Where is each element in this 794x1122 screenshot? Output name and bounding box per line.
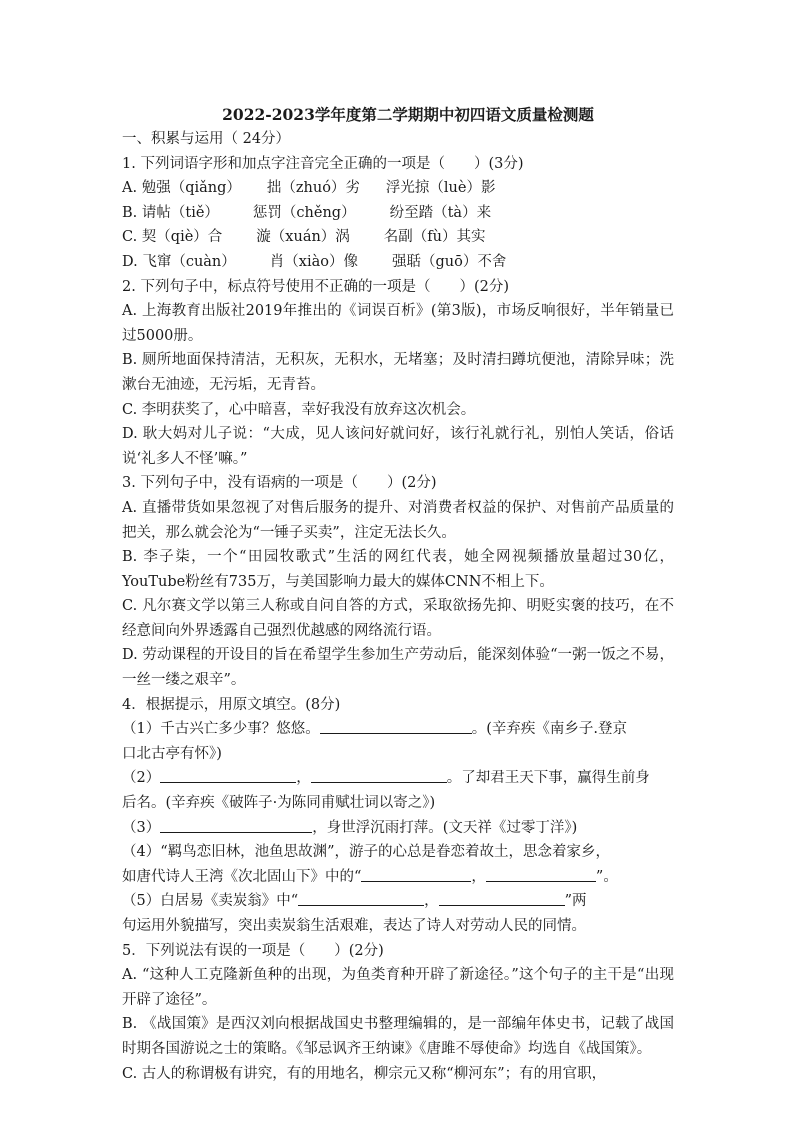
answer-blank[interactable] bbox=[320, 719, 472, 734]
question-5-stem: 5．下列说法有误的一项是（ ）(2分) bbox=[122, 942, 384, 959]
answer-blank[interactable] bbox=[311, 768, 447, 783]
question-1-option-a[interactable]: A. 勉强（qiǎng） 拙（zhuó）劣 浮光掠（luè）影 bbox=[122, 180, 496, 197]
question-3-option-c[interactable]: C. 凡尔赛文学以第三人称或自问自答的方式，采取欲扬先抑、明贬实褒的技巧，在不经意间向外界透露自己强烈优越感的网络流行语。 bbox=[122, 598, 674, 639]
answer-blank[interactable] bbox=[486, 867, 596, 882]
question-1-option-d[interactable]: D. 飞窜（cuàn） 肖（xiào）像 强聒（guō）不舍 bbox=[122, 253, 507, 270]
question-4-item-4: （4）“羁鸟恋旧林，池鱼思故渊”，游子的心总是眷恋着故土，思念着家乡， bbox=[122, 844, 611, 861]
question-4-item-5-cont: 句运用外貌描写，突出卖炭翁生活艰难，表达了诗人对劳动人民的同情。 bbox=[122, 918, 586, 934]
question-4-item-2-cont: 后名。(辛弃疾《破阵子·为陈同甫赋壮词以寄之》) bbox=[122, 795, 436, 812]
answer-blank[interactable] bbox=[160, 768, 296, 783]
question-2-option-c[interactable]: C. 李明获奖了，心中暗喜，幸好我没有放弃这次机会。 bbox=[122, 401, 476, 418]
page-title: 2022-2023学年度第二学期期中初四语文质量检测题 bbox=[222, 105, 594, 124]
question-1-stem: 1. 下列词语字形和加点字注音完全正确的一项是（ ）(3分) bbox=[122, 155, 524, 172]
question-2-option-b[interactable]: B. 厕所地面保持清洁，无积灰，无积水，无堵塞；及时清扫蹲坑便池，清除异味；洗漱台无油迹，无污垢，无青苔。 bbox=[122, 352, 674, 393]
question-3-option-d[interactable]: D. 劳动课程的开设目的旨在希望学生参加生产劳动后，能深刻体验“一粥一饭之不易，一丝一缕之艰辛”。 bbox=[122, 647, 674, 689]
question-2-option-d[interactable]: D. 耿大妈对儿子说：“大成，见人该问好就问好，该行礼就行礼，别怕人笑话，俗话说‘礼多人不怪’嘛。” bbox=[122, 426, 674, 467]
answer-blank[interactable] bbox=[298, 891, 424, 906]
question-4-item-1-cont: 口北古亭有怀》) bbox=[122, 745, 222, 762]
question-4-item-2: （2） ， 。了却君王天下事，赢得生前身 bbox=[122, 770, 650, 787]
answer-blank[interactable] bbox=[361, 867, 471, 882]
question-5-option-a[interactable]: A. “这种人工克隆新鱼种的出现，为鱼类育种开辟了新途径。”这个句子的主干是“出现开辟了途径”。 bbox=[122, 967, 674, 1008]
question-4-item-5: （5）白居易《卖炭翁》中“ ， ”两 bbox=[122, 893, 587, 910]
question-2-option-a[interactable]: A. 上海教育出版社2019年推出的《词误百析》(第3版)，市场反响很好，半年销量已过5000册。 bbox=[122, 303, 674, 344]
question-4-item-4-cont: 如唐代诗人王湾《次北固山下》中的“ ， ”。 bbox=[122, 868, 618, 885]
question-3-option-b[interactable]: B. 李子柒，一个“田园牧歌式”生活的网红代表，她全网视频播放量超过30亿，YouTube粉丝有735万，与美国影响力最大的媒体CNN不相上下。 bbox=[122, 549, 674, 590]
question-4-stem: 4．根据提示，用原文填空。(8分) bbox=[122, 696, 341, 713]
question-2-stem: 2. 下列句子中，标点符号使用不正确的一项是（ ）(2分) bbox=[122, 278, 509, 295]
question-5-option-b[interactable]: B. 《战国策》是西汉刘向根据战国史书整理编辑的，是一部编年体史书，记载了战国时期各国游说之士的策略。《邹忌讽齐王纳谏》《唐雎不辱使命》均选自《战国策》。 bbox=[122, 1016, 674, 1057]
question-4-item-1: （1）千古兴亡多少事？悠悠。 。(辛弃疾《南乡子.登京 bbox=[122, 721, 627, 738]
question-4-item-3: （3） ，身世浮沉雨打萍。(文天祥《过零丁洋》) bbox=[122, 819, 578, 836]
section-heading: 一、积累与运用（ 24分） bbox=[122, 131, 291, 147]
question-3-stem: 3. 下列句子中，没有语病的一项是（ ）(2分) bbox=[122, 475, 437, 492]
answer-blank[interactable] bbox=[160, 818, 312, 833]
question-1-option-c[interactable]: C. 契（qiè）合 漩（xuán）涡 名副（fù）其实 bbox=[122, 229, 486, 246]
question-5-option-c[interactable]: C. 古人的称谓极有讲究，有的用地名，柳宗元又称“柳河东”；有的用官职， bbox=[122, 1065, 607, 1082]
question-1-option-b[interactable]: B. 请帖（tiě） 惩罚（chěng） 纷至踏（tà）来 bbox=[122, 204, 492, 221]
exam-page bbox=[122, 102, 674, 1086]
question-3-option-a[interactable]: A. 直播带货如果忽视了对售后服务的提升、对消费者权益的保护、对售前产品质量的把关，那么就会沦为“一锤子买卖”，注定无法长久。 bbox=[122, 499, 674, 541]
answer-blank[interactable] bbox=[439, 891, 565, 906]
